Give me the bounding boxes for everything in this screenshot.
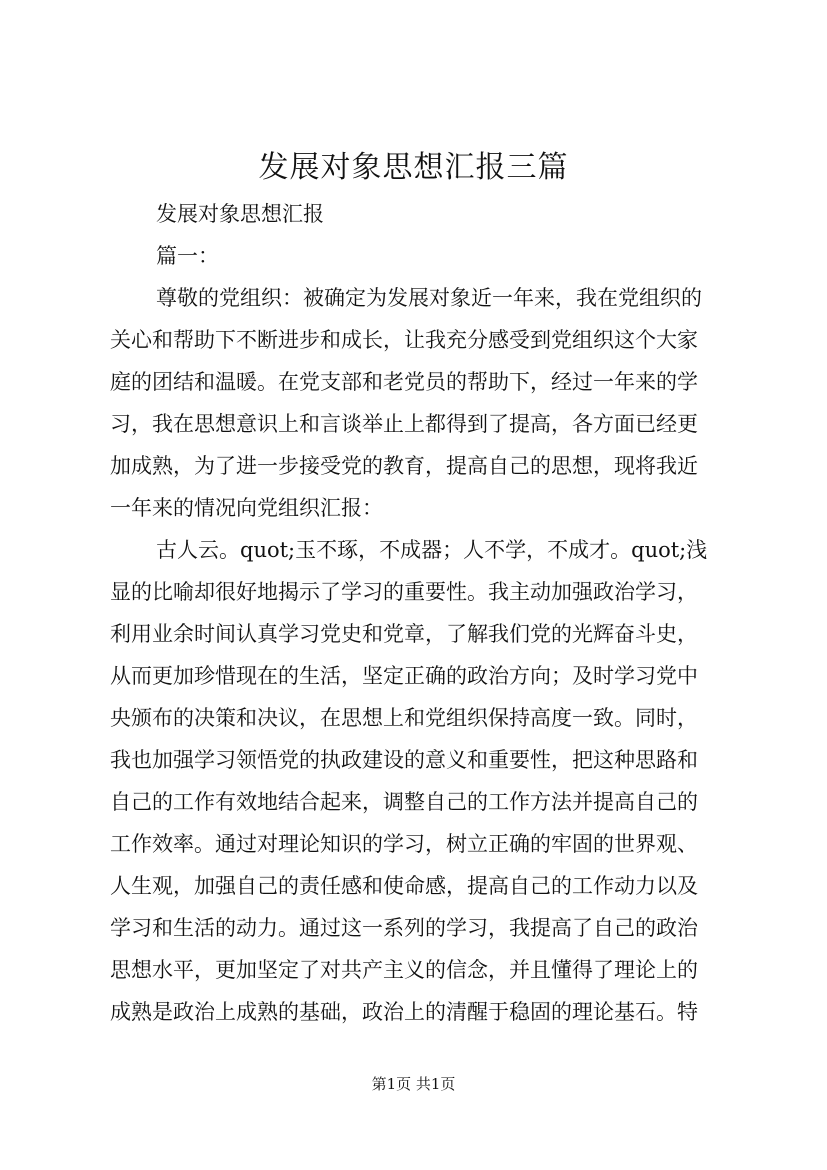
paragraph-line: 自己的工作有效地结合起来，调整自己的工作方法并提高自己的	[110, 790, 698, 814]
paragraph-line: 一年来的情况向党组织汇报：	[110, 496, 383, 520]
document-title: 发展对象思想汇报三篇	[258, 150, 569, 185]
paragraph-line: 加成熟，为了进一步接受党的教育，提高自己的思想，现将我近	[110, 454, 698, 478]
paragraph-line: 显的比喻却很好地揭示了学习的重要性。我主动加强政治学习，	[110, 580, 698, 604]
paragraph-line: 从而更加珍惜现在的生活，坚定正确的政治方向；及时学习党中	[110, 664, 698, 688]
section-label: 篇一：	[156, 244, 219, 268]
paragraph-line: 工作效率。通过对理论知识的学习，树立正确的牢固的世界观、	[110, 832, 698, 856]
paragraph-line: 关心和帮助下不断进步和成长，让我充分感受到党组织这个大家	[110, 328, 698, 352]
paragraph-line: 我也加强学习领悟党的执政建设的意义和重要性，把这种思路和	[110, 748, 698, 772]
paragraph-line: 成熟是政治上成熟的基础，政治上的清醒于稳固的理论基石。特	[110, 1000, 698, 1024]
document-subtitle: 发展对象思想汇报	[156, 202, 324, 226]
paragraph-line: 央颁布的决策和决议，在思想上和党组织保持高度一致。同时，	[110, 706, 698, 730]
paragraph-line: 思想水平，更加坚定了对共产主义的信念，并且懂得了理论上的	[110, 958, 698, 982]
paragraph-line: 人生观，加强自己的责任感和使命感，提高自己的工作动力以及	[110, 874, 698, 898]
paragraph-line: 习，我在思想意识上和言谈举止上都得到了提高，各方面已经更	[110, 412, 698, 436]
paragraph-line: 尊敬的党组织：被确定为发展对象近一年来，我在党组织的	[156, 286, 702, 310]
page-footer: 第1页 共1页	[371, 1075, 456, 1093]
paragraph-line: 利用业余时间认真学习党史和党章，了解我们党的光辉奋斗史，	[110, 622, 698, 646]
paragraph-line: 古人云。quot;玉不琢，不成器；人不学，不成才。quot;浅	[156, 538, 708, 562]
paragraph-line: 庭的团结和温暖。在党支部和老党员的帮助下，经过一年来的学	[110, 370, 698, 394]
paragraph-line: 学习和生活的动力。通过这一系列的学习，我提高了自己的政治	[110, 916, 698, 940]
